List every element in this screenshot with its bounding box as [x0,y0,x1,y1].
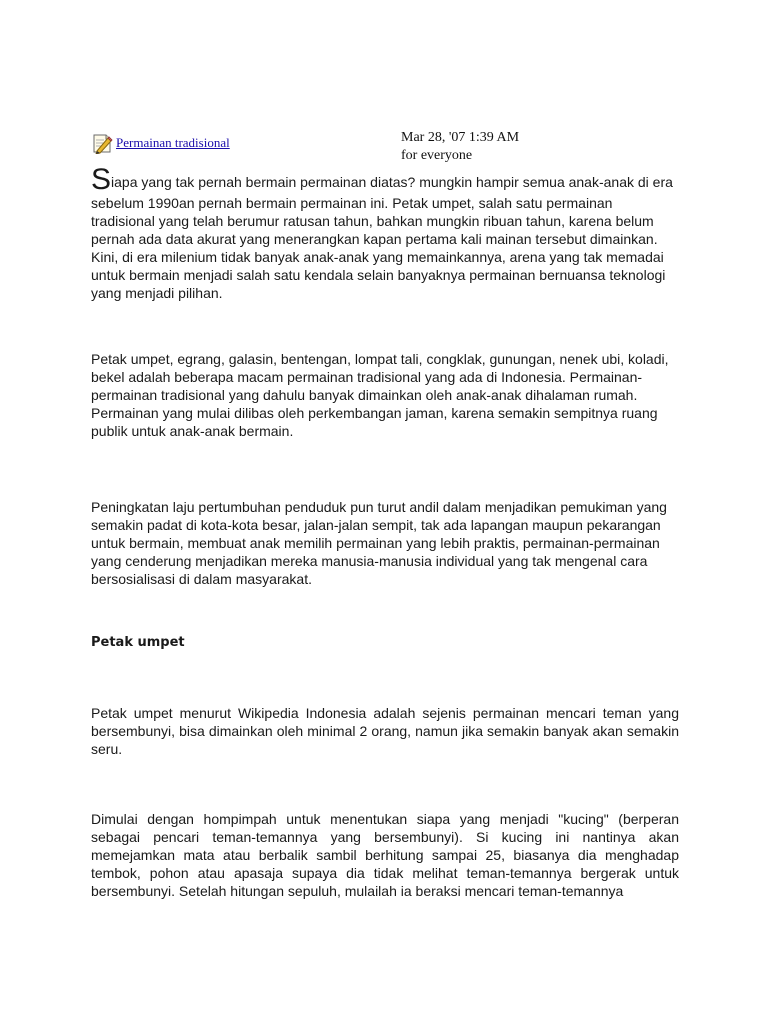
note-title-link[interactable] [91,132,230,154]
article-body [91,163,679,900]
note-header [91,129,691,169]
drop-cap: S [91,163,112,196]
paragraph-definition: Petak umpet menurut Wikipedia Indonesia adalah sejenis permainan mencari teman yang bersembunyi, bisa dimainkan oleh minimal 2 orang, namun jika semakin banyak akan semakin seru. [91,705,679,757]
section-heading-petak-umpet: Petak umpet [91,635,185,650]
paragraph-intro [91,163,679,302]
paragraph-population: Peningkatan laju pertumbuhan penduduk pun turut andil dalam menjadikan pemukiman yang semakin padat di kota-kota besar, jalan-jalan sempit, tak ada lapangan maupun pekarangan untuk bermain, membuat anak memilih permainan yang lebih praktis, permainan-permainan yang cenderung menjadikan mereka manusia-manusia individual yang tak mengenal cara bersosialisasi di dalam masyarakat. [91,499,667,587]
paragraph-intro-text: iapa yang tak pernah bermain permainan diatas? mungkin hampir semua anak-anak di era sebelum 1990an pernah bermain permainan ini. Petak umpet, salah satu permainan tradisional yang telah berumur ratusan tahun, bahkan mungkin ribuan tahun, karena belum pernah ada data akurat yang menerangkan kapan pertama kali mainan tersebut dimainkan. Kini, di era milenium tidak banyak anak-anak yang memainkannya, arena yang tak memadai untuk bermain menjadi salah satu kendala selain banyaknya permainan bernuansa teknologi yang menjadi pilihan. [91,174,673,301]
note-meta [401,129,519,165]
note-title[interactable]: Permainan tradisional [116,135,230,150]
paragraph-rules: Dimulai dengan hompimpah untuk menentukan siapa yang menjadi "kucing" (berperan sebagai pencari teman-temannya yang bersembunyi). Si kucing ini nantinya akan memejamkan mata atau berbalik sambil berhitung sampai 25, biasanya dia menghadap tembok, pohon atau apasaja supaya dia tidak melihat teman-temannya bergerak untuk bersembunyi. Setelah hitungan sepuluh, mulailah ia beraksi mencari teman-temannya [91,811,679,899]
note-pencil-icon [91,132,113,154]
note-date: Mar 28, '07 1:39 AM [401,130,520,145]
note-visibility: for everyone [401,148,473,163]
paragraph-games-list: Petak umpet, egrang, galasin, bentengan, lompat tali, congklak, gunungan, nenek ubi, koladi, bekel adalah beberapa macam permainan tradisional yang ada di Indonesia. Permainan-permainan tradisional yang dahulu banyak dimainkan oleh anak-anak dihalaman rumah. Permainan yang mulai dilibas oleh perkembangan jaman, karena semakin sempitnya ruang publik untuk anak-anak bermain. [91,351,669,439]
